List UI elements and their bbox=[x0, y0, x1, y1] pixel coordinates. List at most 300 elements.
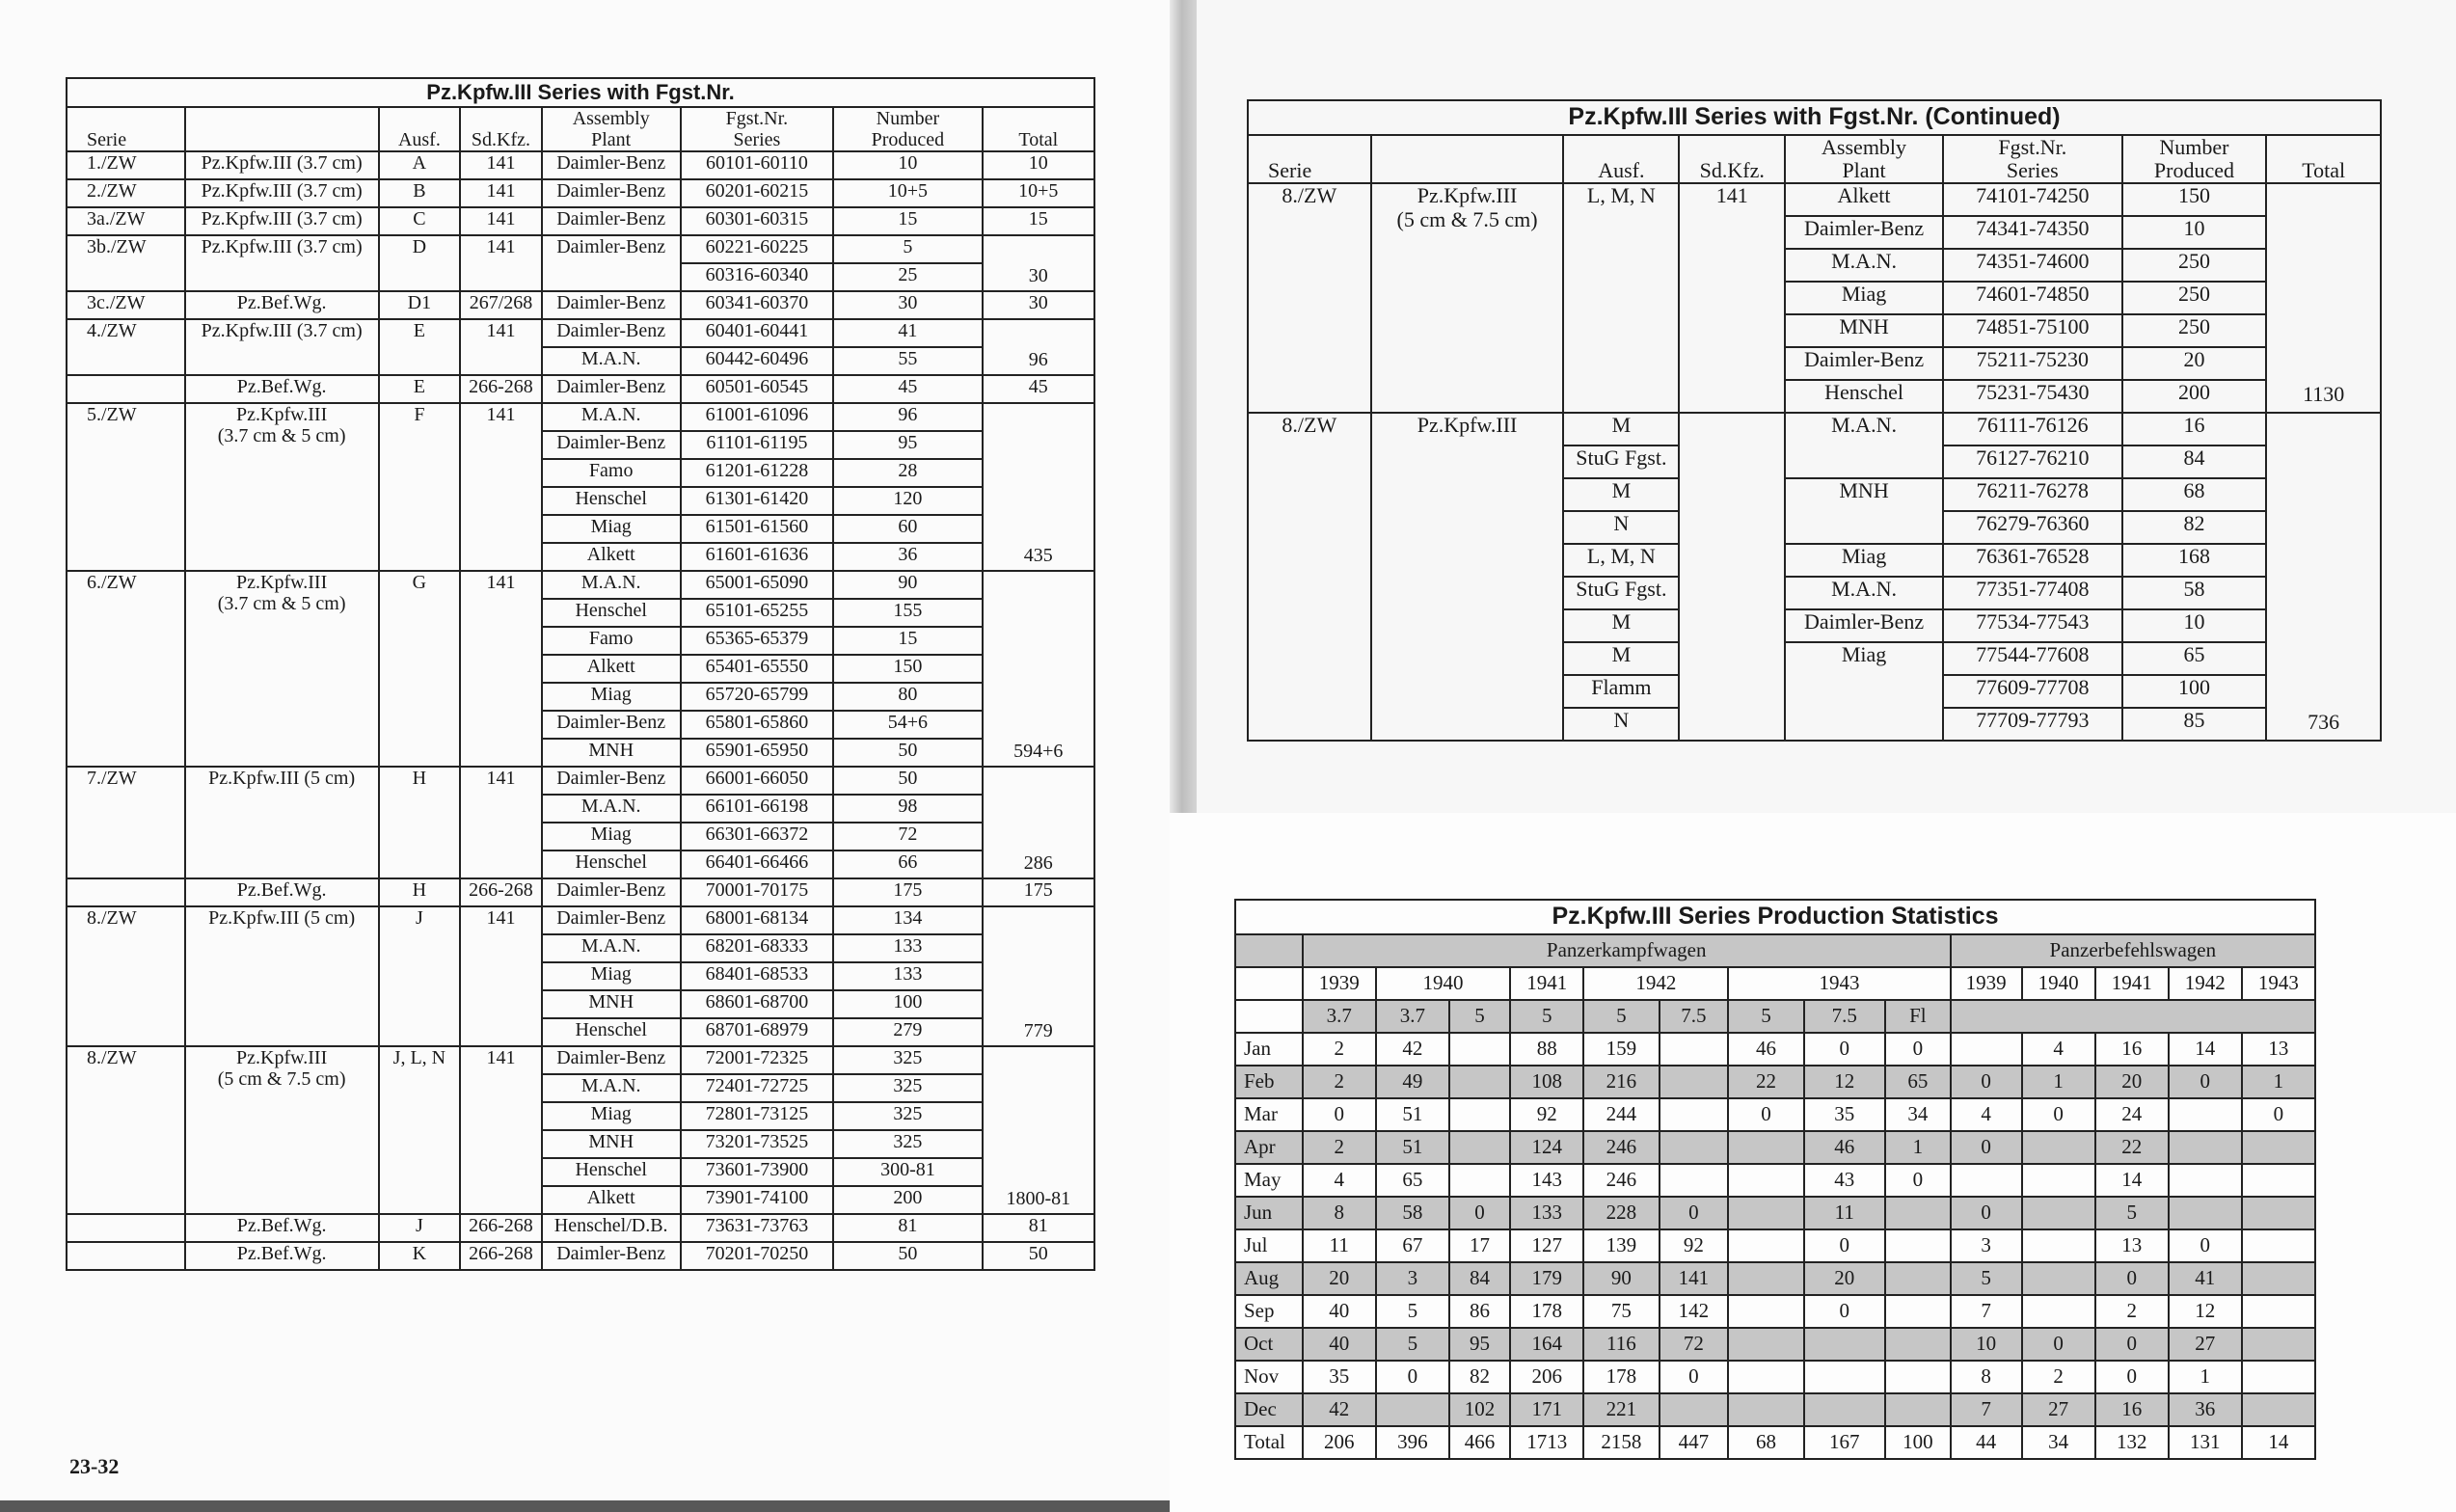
month-label: Oct bbox=[1235, 1328, 1303, 1361]
header-number-produced: Number Produced bbox=[2122, 135, 2267, 183]
fgst-series-cell: 65101-65255 bbox=[681, 599, 834, 627]
total-cell: 1800-81 bbox=[983, 1046, 1094, 1214]
ausf-cell: H bbox=[379, 878, 461, 906]
assembly-plant-cell: Miag bbox=[542, 1102, 681, 1130]
value-cell: 11 bbox=[1303, 1229, 1376, 1262]
value-cell bbox=[2022, 1295, 2095, 1328]
number-produced-cell: 80 bbox=[833, 683, 982, 711]
value-cell: 0 bbox=[1728, 1098, 1803, 1131]
value-cell: 68 bbox=[1728, 1426, 1803, 1459]
value-cell: 164 bbox=[1510, 1328, 1583, 1361]
value-cell: 142 bbox=[1660, 1295, 1729, 1328]
table-title-row bbox=[1235, 900, 2315, 934]
value-cell bbox=[1885, 1328, 1951, 1361]
series-table bbox=[66, 77, 1095, 1271]
value-cell: 24 bbox=[2095, 1098, 2169, 1131]
value-cell bbox=[1728, 1328, 1803, 1361]
fgst-series-cell: 77534-77543 bbox=[1943, 609, 2122, 642]
fgst-series-cell: 66101-66198 bbox=[681, 795, 834, 823]
value-cell: 8 bbox=[1303, 1197, 1376, 1229]
value-cell: 2158 bbox=[1583, 1426, 1659, 1459]
month-label: Total bbox=[1235, 1426, 1303, 1459]
table-title: Pz.Kpfw.III Series with Fgst.Nr. bbox=[67, 78, 1094, 107]
value-cell: 127 bbox=[1510, 1229, 1583, 1262]
fgst-series-cell: 73631-73763 bbox=[681, 1214, 834, 1242]
number-produced-cell: 66 bbox=[833, 850, 982, 878]
sdkfz-cell: 141 bbox=[460, 319, 542, 375]
header-serie: Serie bbox=[67, 107, 185, 151]
serie-cell: 3a./ZW bbox=[67, 207, 185, 235]
fgst-series-cell: 65001-65090 bbox=[681, 571, 834, 599]
total-cell: 594+6 bbox=[983, 571, 1094, 767]
value-cell bbox=[1660, 1393, 1729, 1426]
assembly-plant-cell: M.A.N. bbox=[1785, 413, 1943, 478]
assembly-plant-cell: Henschel/D.B. bbox=[542, 1214, 681, 1242]
year-header: 1941 bbox=[2095, 967, 2169, 1000]
number-produced-cell: 200 bbox=[2122, 380, 2267, 413]
number-produced-cell: 300-81 bbox=[833, 1158, 982, 1186]
fgst-series-cell: 65401-65550 bbox=[681, 655, 834, 683]
value-cell bbox=[1660, 1131, 1729, 1164]
number-produced-cell: 84 bbox=[2122, 446, 2267, 478]
value-cell: 3 bbox=[1951, 1229, 2022, 1262]
value-cell: 51 bbox=[1376, 1131, 1449, 1164]
value-cell: 58 bbox=[1376, 1197, 1449, 1229]
serie-cell: 1./ZW bbox=[67, 151, 185, 179]
assembly-plant-cell: Daimler-Benz bbox=[542, 179, 681, 207]
value-cell: 1 bbox=[2169, 1361, 2242, 1393]
sdkfz-cell: 141 bbox=[460, 403, 542, 571]
number-produced-cell: 45 bbox=[833, 375, 982, 403]
value-cell bbox=[1660, 1164, 1729, 1197]
year-header-row bbox=[1235, 967, 2315, 1000]
number-produced-cell: 100 bbox=[2122, 675, 2267, 708]
value-cell: 40 bbox=[1303, 1328, 1376, 1361]
value-cell: 11 bbox=[1804, 1197, 1886, 1229]
assembly-plant-cell: Daimler-Benz bbox=[542, 431, 681, 459]
total-cell: 779 bbox=[983, 906, 1094, 1046]
value-cell: 40 bbox=[1303, 1295, 1376, 1328]
assembly-plant-cell: Daimler-Benz bbox=[542, 1242, 681, 1270]
table-row bbox=[1235, 1131, 2315, 1164]
value-cell: 13 bbox=[2095, 1229, 2169, 1262]
vehicle-cell: Pz.Kpfw.III (3.7 cm) bbox=[185, 179, 379, 207]
value-cell: 5 bbox=[1376, 1328, 1449, 1361]
number-produced-cell: 65 bbox=[2122, 642, 2267, 675]
value-cell: 14 bbox=[2095, 1164, 2169, 1197]
vehicle-cell: Pz.Bef.Wg. bbox=[185, 291, 379, 319]
value-cell bbox=[1449, 1098, 1510, 1131]
table-row bbox=[1235, 1229, 2315, 1262]
number-produced-cell: 15 bbox=[833, 627, 982, 655]
fgst-series-cell: 76211-76278 bbox=[1943, 478, 2122, 511]
page-number: 23-32 bbox=[69, 1454, 120, 1478]
ausf-cell: L, M, N bbox=[1563, 183, 1679, 413]
vehicle-cell: Pz.Kpfw.III bbox=[1371, 413, 1564, 741]
value-cell: 1 bbox=[2242, 1066, 2315, 1098]
caliber-header: 7.5 bbox=[1660, 1000, 1729, 1033]
assembly-plant-cell: Famo bbox=[542, 459, 681, 487]
number-produced-cell: 250 bbox=[2122, 249, 2267, 282]
value-cell: 206 bbox=[1510, 1361, 1583, 1393]
group-header-panzerbefehlswagen: Panzerbefehlswagen bbox=[1951, 934, 2315, 967]
number-produced-cell: 95 bbox=[833, 431, 982, 459]
serie-cell bbox=[67, 1242, 185, 1270]
number-produced-cell: 98 bbox=[833, 795, 982, 823]
number-produced-cell: 10 bbox=[2122, 216, 2267, 249]
caliber-header: 5 bbox=[1510, 1000, 1583, 1033]
value-cell: 178 bbox=[1510, 1295, 1583, 1328]
table-title: Pz.Kpfw.III Series Production Statistics bbox=[1235, 900, 2315, 934]
fgst-series-cell: 74341-74350 bbox=[1943, 216, 2122, 249]
value-cell: 2 bbox=[2022, 1361, 2095, 1393]
ausf-cell: M bbox=[1563, 413, 1679, 446]
value-cell: 0 bbox=[2169, 1229, 2242, 1262]
vehicle-cell: Pz.Bef.Wg. bbox=[185, 1214, 379, 1242]
table-row bbox=[1235, 1262, 2315, 1295]
number-produced-cell: 155 bbox=[833, 599, 982, 627]
assembly-plant-cell: Daimler-Benz bbox=[542, 319, 681, 347]
month-label: Apr bbox=[1235, 1131, 1303, 1164]
value-cell: 206 bbox=[1303, 1426, 1376, 1459]
corner-cell bbox=[1235, 934, 1303, 967]
month-label: Nov bbox=[1235, 1361, 1303, 1393]
table-row bbox=[1235, 1098, 2315, 1131]
value-cell: 5 bbox=[1376, 1295, 1449, 1328]
sdkfz-cell: 141 bbox=[460, 767, 542, 878]
assembly-plant-cell: Daimler-Benz bbox=[542, 906, 681, 934]
assembly-plant-cell: Miag bbox=[542, 515, 681, 543]
value-cell bbox=[2242, 1361, 2315, 1393]
table-row bbox=[67, 571, 1094, 599]
serie-cell: 3c./ZW bbox=[67, 291, 185, 319]
assembly-plant-cell: Daimler-Benz bbox=[542, 1046, 681, 1074]
vehicle-cell: Pz.Bef.Wg. bbox=[185, 878, 379, 906]
value-cell: 1 bbox=[1885, 1131, 1951, 1164]
assembly-plant-cell: Miag bbox=[1785, 282, 1943, 314]
value-cell: 86 bbox=[1449, 1295, 1510, 1328]
assembly-plant-cell: Henschel bbox=[542, 850, 681, 878]
table-title-row bbox=[67, 78, 1094, 107]
fgst-series-cell: 68701-68979 bbox=[681, 1018, 834, 1046]
assembly-plant-cell: Daimler-Benz bbox=[542, 375, 681, 403]
assembly-plant-cell: Daimler-Benz bbox=[542, 711, 681, 739]
year-header: 1941 bbox=[1510, 967, 1583, 1000]
value-cell: 141 bbox=[1660, 1262, 1729, 1295]
header-serie: Serie bbox=[1248, 135, 1371, 183]
sdkfz-cell: 266-268 bbox=[460, 1242, 542, 1270]
value-cell: 20 bbox=[1804, 1262, 1886, 1295]
fgst-series-cell: 68601-68700 bbox=[681, 990, 834, 1018]
value-cell: 4 bbox=[1303, 1164, 1376, 1197]
value-cell: 65 bbox=[1885, 1066, 1951, 1098]
header-total: Total bbox=[983, 107, 1094, 151]
number-produced-cell: 30 bbox=[833, 291, 982, 319]
year-header: 1940 bbox=[2022, 967, 2095, 1000]
value-cell: 65 bbox=[1376, 1164, 1449, 1197]
fgst-series-cell: 66301-66372 bbox=[681, 823, 834, 850]
value-cell: 108 bbox=[1510, 1066, 1583, 1098]
vehicle-cell: Pz.Bef.Wg. bbox=[185, 375, 379, 403]
group-header-panzerkampfwagen: Panzerkampfwagen bbox=[1303, 934, 1951, 967]
number-produced-cell: 168 bbox=[2122, 544, 2267, 577]
value-cell: 124 bbox=[1510, 1131, 1583, 1164]
value-cell bbox=[2242, 1262, 2315, 1295]
corner-cell bbox=[1235, 967, 1303, 1000]
value-cell bbox=[1885, 1262, 1951, 1295]
value-cell: 67 bbox=[1376, 1229, 1449, 1262]
value-cell: 0 bbox=[1951, 1131, 2022, 1164]
value-cell bbox=[1728, 1262, 1803, 1295]
fgst-series-cell: 60401-60441 bbox=[681, 319, 834, 347]
assembly-plant-cell: M.A.N. bbox=[542, 795, 681, 823]
value-cell: 7 bbox=[1951, 1295, 2022, 1328]
value-cell bbox=[1885, 1295, 1951, 1328]
total-cell: 1130 bbox=[2266, 183, 2381, 413]
ausf-cell: StuG Fgst. bbox=[1563, 577, 1679, 609]
serie-cell: 2./ZW bbox=[67, 179, 185, 207]
value-cell: 36 bbox=[2169, 1393, 2242, 1426]
value-cell: 143 bbox=[1510, 1164, 1583, 1197]
sdkfz-cell: 141 bbox=[460, 906, 542, 1046]
number-produced-cell: 55 bbox=[833, 347, 982, 375]
number-produced-cell: 15 bbox=[833, 207, 982, 235]
value-cell: 5 bbox=[1951, 1262, 2022, 1295]
assembly-plant-cell: MNH bbox=[1785, 478, 1943, 544]
value-cell bbox=[2022, 1164, 2095, 1197]
table-row bbox=[67, 1046, 1094, 1074]
number-produced-cell: 250 bbox=[2122, 314, 2267, 347]
assembly-plant-cell: MNH bbox=[542, 1130, 681, 1158]
assembly-plant-cell: Alkett bbox=[542, 655, 681, 683]
value-cell: 27 bbox=[2169, 1328, 2242, 1361]
value-cell: 0 bbox=[1885, 1164, 1951, 1197]
assembly-plant-cell: Henschel bbox=[542, 1158, 681, 1186]
assembly-plant-cell: Miag bbox=[1785, 544, 1943, 577]
number-produced-cell: 133 bbox=[833, 962, 982, 990]
number-produced-cell: 58 bbox=[2122, 577, 2267, 609]
number-produced-cell: 41 bbox=[833, 319, 982, 347]
number-produced-cell: 96 bbox=[833, 403, 982, 431]
header-vehicle bbox=[185, 107, 379, 151]
value-cell bbox=[1804, 1328, 1886, 1361]
caliber-header: 3.7 bbox=[1376, 1000, 1449, 1033]
table-row bbox=[1248, 183, 2381, 216]
assembly-plant-cell: Miag bbox=[1785, 642, 1943, 741]
fgst-series-cell: 76127-76210 bbox=[1943, 446, 2122, 478]
vehicle-cell: Pz.Kpfw.III (5 cm) bbox=[185, 906, 379, 1046]
value-cell: 43 bbox=[1804, 1164, 1886, 1197]
corner-cell bbox=[1235, 1000, 1303, 1033]
value-cell: 0 bbox=[1376, 1361, 1449, 1393]
total-cell: 30 bbox=[983, 291, 1094, 319]
assembly-plant-cell: Alkett bbox=[542, 543, 681, 571]
caliber-header-blank bbox=[1951, 1000, 2315, 1033]
ausf-cell: J bbox=[379, 1214, 461, 1242]
value-cell bbox=[2242, 1197, 2315, 1229]
value-cell: 16 bbox=[2095, 1033, 2169, 1066]
number-produced-cell: 28 bbox=[833, 459, 982, 487]
value-cell: 22 bbox=[2095, 1131, 2169, 1164]
table-row bbox=[1235, 1295, 2315, 1328]
value-cell: 35 bbox=[1804, 1098, 1886, 1131]
value-cell: 1713 bbox=[1510, 1426, 1583, 1459]
header-assembly-plant: Assembly Plant bbox=[542, 107, 681, 151]
fgst-series-cell: 74101-74250 bbox=[1943, 183, 2122, 216]
value-cell: 84 bbox=[1449, 1262, 1510, 1295]
ausf-cell: M bbox=[1563, 478, 1679, 511]
month-label: Sep bbox=[1235, 1295, 1303, 1328]
number-produced-cell: 16 bbox=[2122, 413, 2267, 446]
assembly-plant-cell: M.A.N. bbox=[542, 571, 681, 599]
value-cell bbox=[2242, 1131, 2315, 1164]
vehicle-cell: Pz.Kpfw.III (3.7 cm & 5 cm) bbox=[185, 403, 379, 571]
fgst-series-cell: 60442-60496 bbox=[681, 347, 834, 375]
value-cell: 44 bbox=[1951, 1426, 2022, 1459]
ausf-cell: G bbox=[379, 571, 461, 767]
assembly-plant-cell: Alkett bbox=[542, 1186, 681, 1214]
value-cell bbox=[2169, 1098, 2242, 1131]
value-cell: 216 bbox=[1583, 1066, 1659, 1098]
value-cell: 34 bbox=[2022, 1426, 2095, 1459]
assembly-plant-cell: Daimler-Benz bbox=[542, 207, 681, 235]
vehicle-cell: Pz.Bef.Wg. bbox=[185, 1242, 379, 1270]
ausf-cell: L, M, N bbox=[1563, 544, 1679, 577]
serie-cell: 5./ZW bbox=[67, 403, 185, 571]
fgst-series-cell: 76279-76360 bbox=[1943, 511, 2122, 544]
fgst-series-cell: 61301-61420 bbox=[681, 487, 834, 515]
assembly-plant-cell: MNH bbox=[1785, 314, 1943, 347]
fgst-series-cell: 73901-74100 bbox=[681, 1186, 834, 1214]
value-cell bbox=[1951, 1164, 2022, 1197]
number-produced-cell: 54+6 bbox=[833, 711, 982, 739]
header-total: Total bbox=[2266, 135, 2381, 183]
value-cell: 2 bbox=[1303, 1033, 1376, 1066]
value-cell bbox=[1660, 1033, 1729, 1066]
value-cell: 12 bbox=[1804, 1066, 1886, 1098]
vehicle-cell: Pz.Kpfw.III (3.7 cm & 5 cm) bbox=[185, 571, 379, 767]
serie-cell: 3b./ZW bbox=[67, 235, 185, 291]
number-produced-cell: 90 bbox=[833, 571, 982, 599]
total-cell: 81 bbox=[983, 1214, 1094, 1242]
assembly-plant-cell: M.A.N. bbox=[542, 934, 681, 962]
table-row bbox=[1248, 413, 2381, 446]
value-cell bbox=[2169, 1197, 2242, 1229]
fgst-series-cell: 65365-65379 bbox=[681, 627, 834, 655]
ausf-cell: E bbox=[379, 319, 461, 375]
fgst-series-cell: 74851-75100 bbox=[1943, 314, 2122, 347]
fgst-series-cell: 76361-76528 bbox=[1943, 544, 2122, 577]
caliber-header: 5 bbox=[1449, 1000, 1510, 1033]
value-cell: 2 bbox=[2095, 1295, 2169, 1328]
total-cell: 286 bbox=[983, 767, 1094, 878]
value-cell: 13 bbox=[2242, 1033, 2315, 1066]
value-cell: 0 bbox=[2095, 1361, 2169, 1393]
number-produced-cell: 25 bbox=[833, 263, 982, 291]
number-produced-cell: 50 bbox=[833, 767, 982, 795]
table-row bbox=[1235, 1426, 2315, 1459]
assembly-plant-cell: Henschel bbox=[1785, 380, 1943, 413]
value-cell: 0 bbox=[1951, 1197, 2022, 1229]
number-produced-cell: 20 bbox=[2122, 347, 2267, 380]
value-cell: 132 bbox=[2095, 1426, 2169, 1459]
fgst-series-cell: 72801-73125 bbox=[681, 1102, 834, 1130]
value-cell: 4 bbox=[1951, 1098, 2022, 1131]
value-cell: 88 bbox=[1510, 1033, 1583, 1066]
table-row bbox=[67, 151, 1094, 179]
assembly-plant-cell: Miag bbox=[542, 823, 681, 850]
table-row bbox=[67, 291, 1094, 319]
table-row bbox=[67, 878, 1094, 906]
ausf-cell: K bbox=[379, 1242, 461, 1270]
fgst-series-cell: 73201-73525 bbox=[681, 1130, 834, 1158]
value-cell bbox=[2169, 1131, 2242, 1164]
number-produced-cell: 5 bbox=[833, 235, 982, 263]
header-fgst-series: Fgst.Nr. Series bbox=[1943, 135, 2122, 183]
value-cell: 159 bbox=[1583, 1033, 1659, 1066]
assembly-plant-cell: Daimler-Benz bbox=[542, 151, 681, 179]
assembly-plant-cell: M.A.N. bbox=[1785, 249, 1943, 282]
assembly-plant-cell: MNH bbox=[542, 990, 681, 1018]
assembly-plant-cell: M.A.N. bbox=[542, 1074, 681, 1102]
assembly-plant-cell: MNH bbox=[542, 739, 681, 767]
number-produced-cell: 10+5 bbox=[833, 179, 982, 207]
assembly-plant-cell: Daimler-Benz bbox=[542, 235, 681, 291]
fgst-series-cell: 60501-60545 bbox=[681, 375, 834, 403]
value-cell: 46 bbox=[1728, 1033, 1803, 1066]
table-row bbox=[1235, 1164, 2315, 1197]
value-cell: 447 bbox=[1660, 1426, 1729, 1459]
year-header: 1942 bbox=[1583, 967, 1728, 1000]
fgst-series-cell: 77709-77793 bbox=[1943, 708, 2122, 741]
value-cell: 42 bbox=[1376, 1033, 1449, 1066]
sdkfz-cell: 141 bbox=[460, 179, 542, 207]
assembly-plant-cell: M.A.N. bbox=[1785, 577, 1943, 609]
value-cell bbox=[2242, 1393, 2315, 1426]
value-cell: 4 bbox=[2022, 1033, 2095, 1066]
value-cell bbox=[1804, 1361, 1886, 1393]
value-cell: 246 bbox=[1583, 1164, 1659, 1197]
fgst-series-cell: 77351-77408 bbox=[1943, 577, 2122, 609]
value-cell bbox=[2242, 1229, 2315, 1262]
column-header-row bbox=[67, 107, 1094, 151]
assembly-plant-cell: Daimler-Benz bbox=[542, 767, 681, 795]
value-cell: 0 bbox=[2095, 1328, 2169, 1361]
serie-cell: 4./ZW bbox=[67, 319, 185, 375]
value-cell: 0 bbox=[1885, 1033, 1951, 1066]
table-row bbox=[67, 1214, 1094, 1242]
number-produced-cell: 36 bbox=[833, 543, 982, 571]
value-cell: 246 bbox=[1583, 1131, 1659, 1164]
value-cell: 244 bbox=[1583, 1098, 1659, 1131]
ausf-cell: J, L, N bbox=[379, 1046, 461, 1214]
year-header: 1942 bbox=[2169, 967, 2242, 1000]
number-produced-cell: 60 bbox=[833, 515, 982, 543]
value-cell: 14 bbox=[2169, 1033, 2242, 1066]
value-cell: 34 bbox=[1885, 1098, 1951, 1131]
number-produced-cell: 175 bbox=[833, 878, 982, 906]
year-header: 1940 bbox=[1376, 967, 1510, 1000]
number-produced-cell: 325 bbox=[833, 1102, 982, 1130]
value-cell bbox=[1728, 1131, 1803, 1164]
assembly-plant-cell: M.A.N. bbox=[542, 347, 681, 375]
value-cell bbox=[1951, 1033, 2022, 1066]
assembly-plant-cell: Henschel bbox=[542, 1018, 681, 1046]
caliber-header: 5 bbox=[1728, 1000, 1803, 1033]
table-row bbox=[1235, 1033, 2315, 1066]
assembly-plant-cell: Alkett bbox=[1785, 183, 1943, 216]
header-ausf: Ausf. bbox=[1563, 135, 1679, 183]
